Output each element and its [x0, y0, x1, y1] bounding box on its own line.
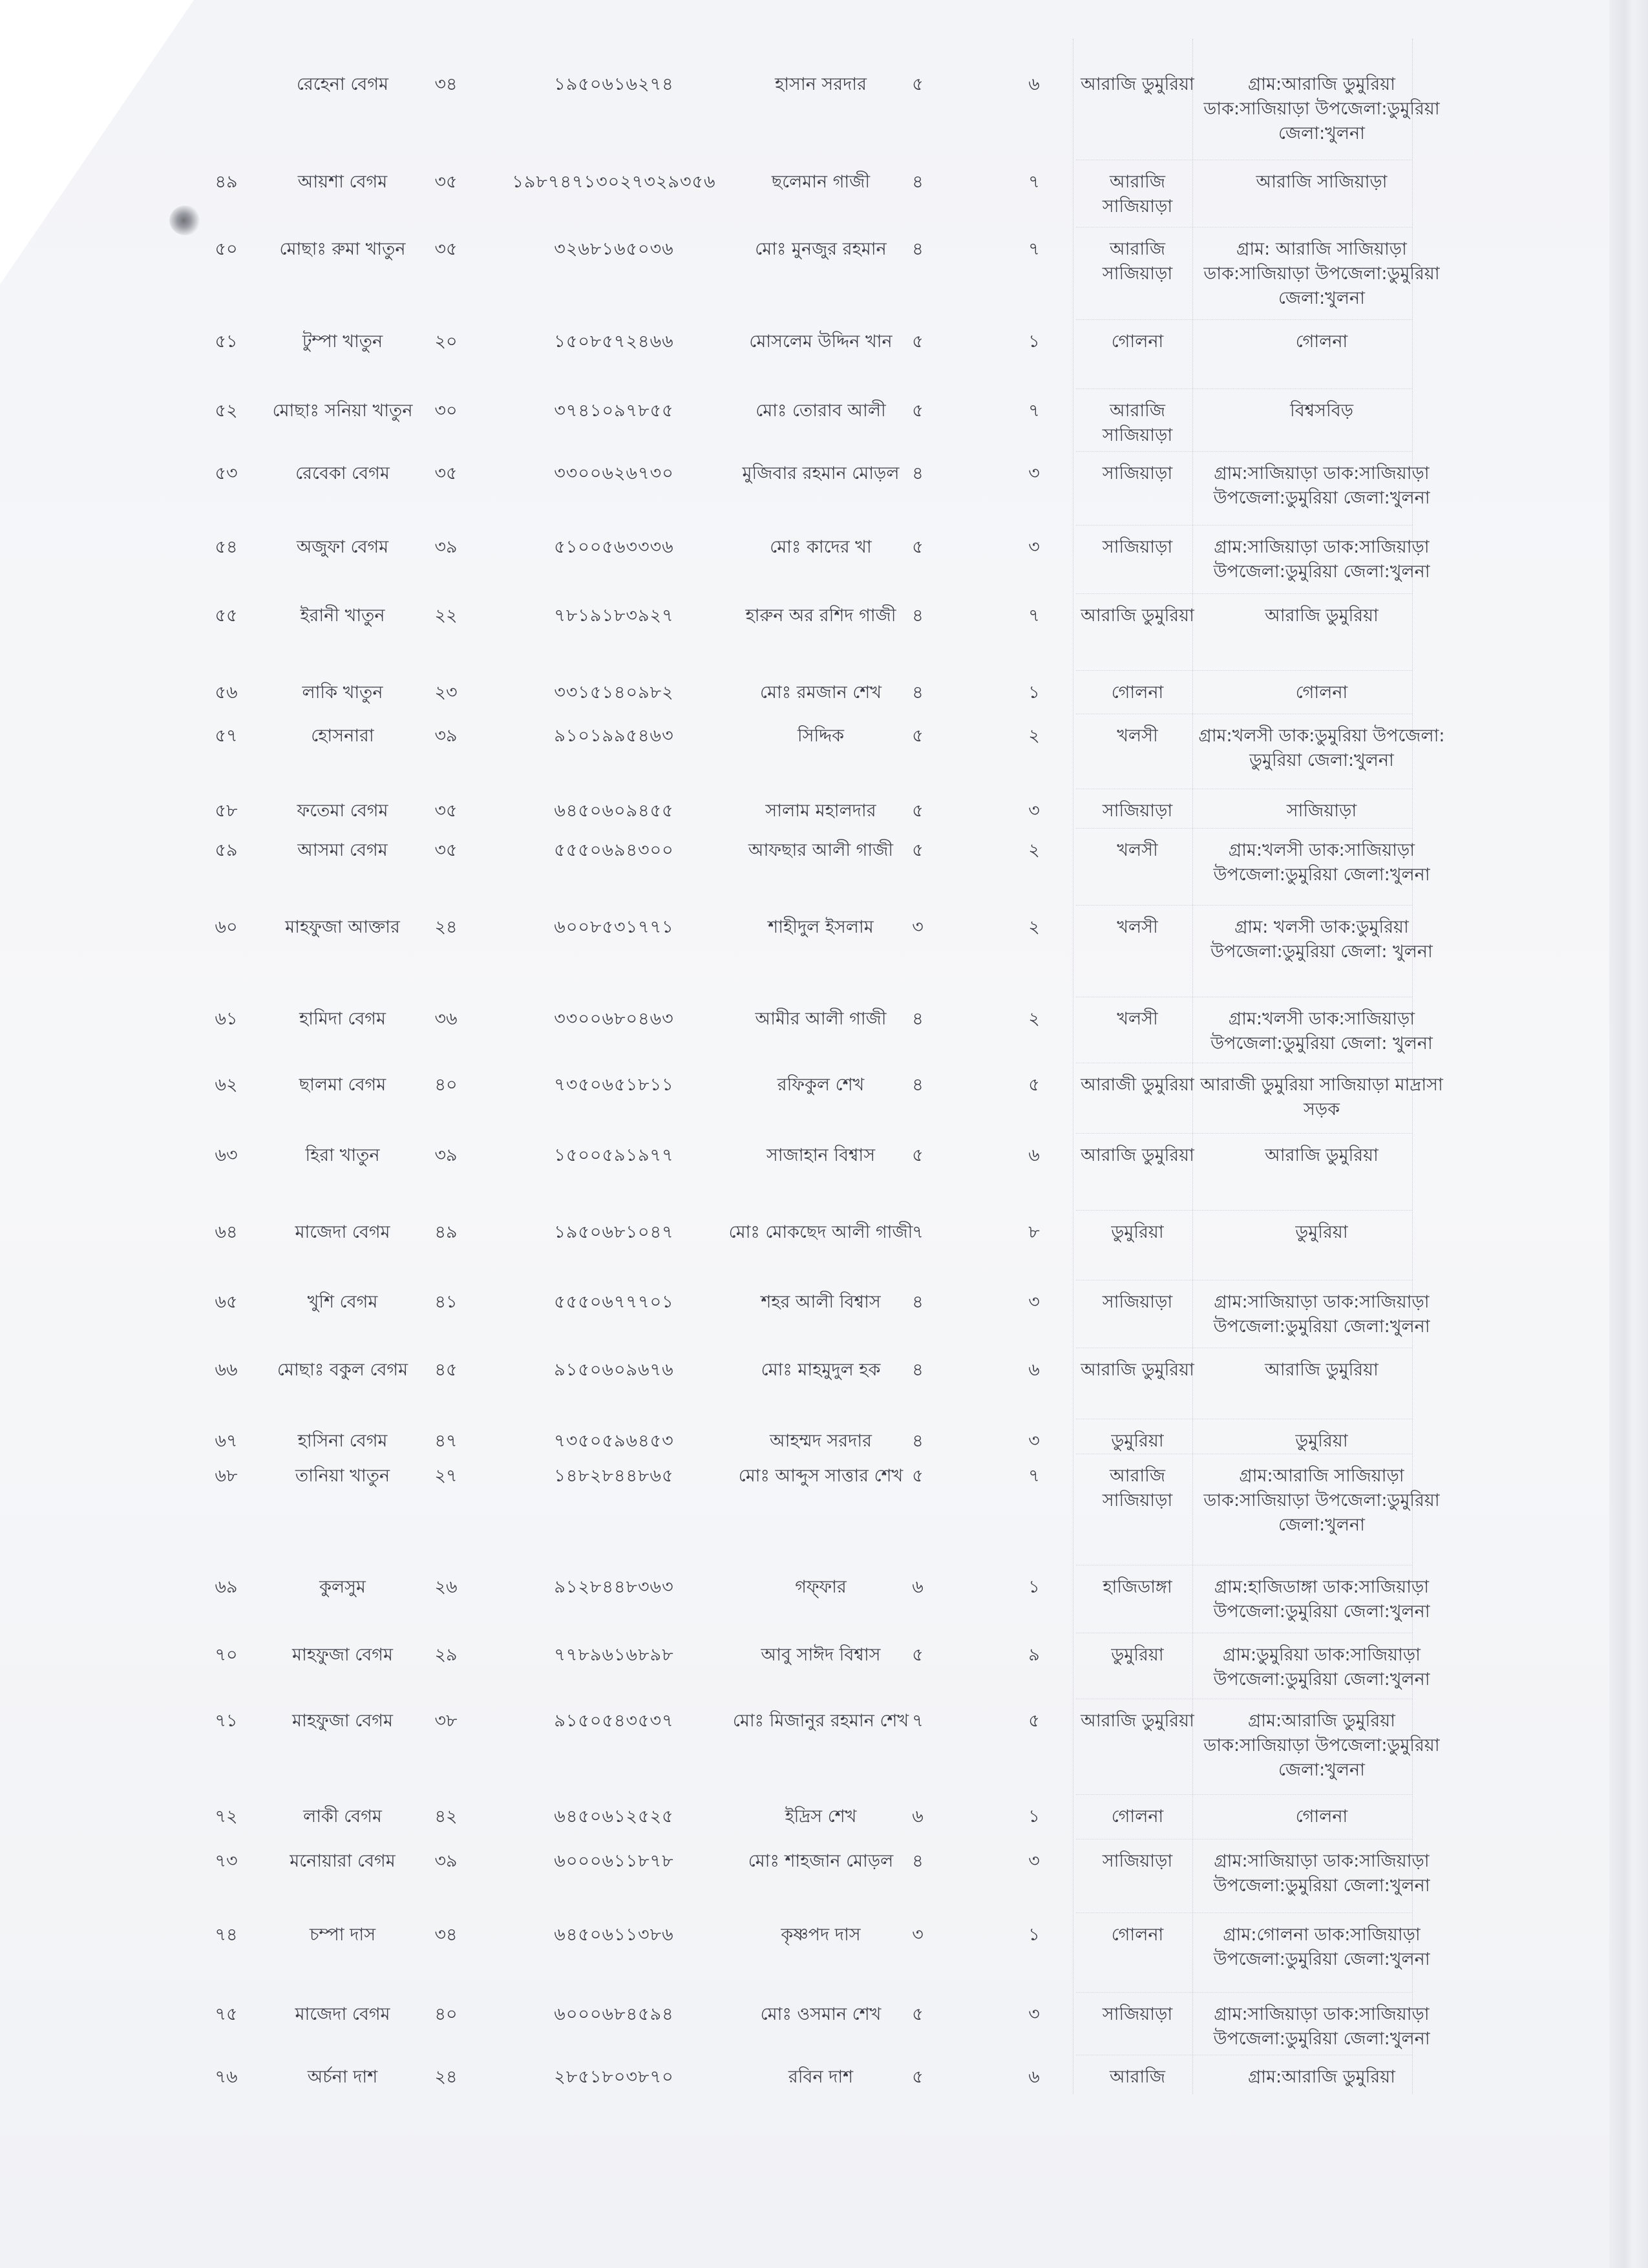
nid-cell: ৯১৫০৫৪৩৫৩৭	[554, 1711, 674, 1731]
village-cell: সাজিয়াড়া	[1102, 801, 1173, 821]
family-members-cell: ৫	[912, 726, 924, 746]
nid-cell: ৬৪৫০৬১১৩৮৬	[554, 1925, 674, 1945]
village-cell: আরাজি	[1109, 2067, 1166, 2087]
village-cell: গোলনা	[1111, 1807, 1164, 1827]
village-cell: খলসী	[1117, 840, 1158, 860]
age-cell: ৩০	[434, 401, 458, 421]
village-cell: আরাজি সাজিয়াড়া	[1102, 172, 1173, 217]
ward-cell: ১	[1028, 1577, 1040, 1597]
serial-number-cell: ৫৪	[215, 537, 238, 557]
family-members-cell: ৪	[912, 1360, 924, 1380]
page-stack-edge	[1609, 0, 1648, 2268]
serial-number-cell: ৭৪	[215, 1925, 238, 1945]
husband-name-cell: শহর আলী বিশ্বাস	[761, 1292, 881, 1312]
ward-cell: ৩	[1028, 463, 1040, 483]
nid-cell: ৬০০৮৫৩১৭৭১	[554, 917, 674, 937]
family-members-cell: ৫	[912, 537, 924, 557]
nid-cell: ১৫০০৫৯১৯৭৭	[554, 1145, 674, 1165]
name-cell: মাহফুজা বেগম	[292, 1645, 393, 1665]
ward-cell: ২	[1028, 917, 1040, 937]
grid-line-horizontal	[1076, 828, 1412, 829]
nid-cell: ১৫০৮৫৭২৪৬৬	[554, 332, 674, 352]
name-cell: আসমা বেগম	[297, 840, 388, 860]
table-row	[0, 1923, 1590, 1969]
village-cell: গোলনা	[1111, 1925, 1164, 1945]
family-members-cell: ৪	[912, 1851, 924, 1871]
name-cell: হাসিনা বেগম	[297, 1431, 388, 1451]
age-cell: ২৬	[434, 1577, 458, 1597]
husband-name-cell: রবিন দাশ	[788, 2067, 854, 2087]
ward-cell: ৬	[1028, 2067, 1040, 2087]
nid-cell: ৩৩০০৬২৬৭৩০	[554, 463, 674, 483]
family-members-cell: ৪	[912, 463, 924, 483]
table-row	[0, 724, 1590, 770]
village-cell: সাজিয়াড়া	[1102, 1851, 1173, 1871]
husband-name-cell: হাসান সরদার	[775, 74, 867, 94]
nid-cell: ৫৫৫০৬৭৭৭০১	[554, 1292, 674, 1312]
grid-line-horizontal	[1076, 1210, 1412, 1211]
address-cell: আরাজি সাজিয়াড়া	[1256, 172, 1388, 192]
grid-line-horizontal	[1076, 227, 1412, 228]
village-cell: আরাজি ডুমুরিয়া	[1081, 1360, 1194, 1380]
husband-name-cell: আমীর আলী গাজী	[755, 1009, 887, 1029]
grid-line-horizontal	[1076, 319, 1412, 320]
name-cell: মোছাঃ সনিয়া খাতুন	[272, 401, 413, 421]
age-cell: ৪০	[434, 1075, 458, 1095]
address-cell: গ্রাম:আরাজি ডুমুরিয়া	[1248, 2067, 1395, 2087]
nid-cell: ৬০০০৬১১৮৭৮	[554, 1851, 674, 1871]
serial-number-cell: ৬৭	[215, 1431, 238, 1451]
serial-number-cell: ৭৩	[215, 1851, 238, 1871]
age-cell: ৩৫	[434, 840, 458, 860]
husband-name-cell: আফছার আলী গাজী	[748, 840, 894, 860]
ward-cell: ১	[1028, 1807, 1040, 1827]
address-cell: গ্রাম:সাজিয়াড়া ডাক:সাজিয়াড়া উপজেলা:ডুমুরিয়া জেলা:খুলনা	[1213, 537, 1430, 582]
age-cell: ৩৪	[434, 1925, 458, 1945]
serial-number-cell: ৭৬	[215, 2067, 238, 2087]
nid-cell: ৬৪৫০৬১২৫২৫	[554, 1807, 674, 1827]
ward-cell: ৭	[1028, 606, 1040, 626]
family-members-cell: ৫	[912, 1145, 924, 1165]
nid-cell: ৭৭৮৯৬১৬৮৯৮	[554, 1645, 674, 1665]
age-cell: ২৩	[434, 683, 458, 703]
nid-cell: ৩৭৪১০৯৭৮৫৫	[554, 401, 674, 421]
table-row	[0, 1073, 1590, 1119]
ward-cell: ৩	[1028, 1851, 1040, 1871]
name-cell: খুশি বেগম	[307, 1292, 378, 1312]
age-cell: ৩৮	[434, 1711, 458, 1731]
serial-number-cell: ৫৫	[215, 606, 238, 626]
nid-cell: ১৪৮২৮৪৪৮৬৫	[554, 1466, 674, 1486]
name-cell: মনোয়ারা বেগম	[290, 1851, 396, 1871]
name-cell: কুলসুম	[319, 1577, 366, 1597]
grid-line-horizontal	[1076, 593, 1412, 594]
husband-name-cell: রফিকুল শেখ	[777, 1075, 865, 1095]
family-members-cell: ৫	[912, 1466, 924, 1486]
nid-cell: ৯১৫০৬০৯৬৭৬	[554, 1360, 674, 1380]
age-cell: ৩৯	[434, 537, 458, 557]
nid-cell: ৩২৬৮১৬৫০৩৬	[554, 239, 674, 259]
serial-number-cell: ৬৩	[215, 1145, 238, 1165]
address-cell: বিশ্বসবিড়	[1289, 401, 1354, 421]
ward-cell: ৩	[1028, 537, 1040, 557]
village-cell: হাজিডাঙ্গা	[1103, 1577, 1172, 1597]
family-members-cell: ৫	[912, 332, 924, 352]
village-cell: আরাজী ডুমুরিয়া	[1081, 1075, 1194, 1095]
name-cell: হামিদা বেগম	[299, 1009, 386, 1029]
nid-cell: ৬৪৫০৬০৯৪৫৫	[554, 801, 674, 821]
nid-cell: ১৯৮৭৪৭১৩০২৭৩২৯৩৫৬	[512, 172, 716, 192]
ward-cell: ৯	[1028, 1645, 1040, 1665]
age-cell: ২৪	[434, 917, 458, 937]
grid-line-horizontal	[1076, 670, 1412, 671]
family-members-cell: ৩	[912, 917, 924, 937]
name-cell: রেবেকা বেগম	[295, 463, 390, 483]
age-cell: ২০	[434, 332, 458, 352]
table-row	[0, 237, 1590, 308]
village-cell: খলসী	[1117, 917, 1158, 937]
husband-name-cell: কৃষ্ণপদ দাস	[781, 1925, 861, 1945]
name-cell: মাহফুজা বেগম	[292, 1711, 393, 1731]
family-members-cell: ৫	[912, 840, 924, 860]
age-cell: ২৯	[434, 1645, 458, 1665]
table-row	[0, 799, 1590, 821]
serial-number-cell: ৫০	[215, 239, 238, 259]
table-row	[0, 170, 1590, 217]
age-cell: ৩৫	[434, 172, 458, 192]
serial-number-cell: ৬০	[215, 917, 238, 937]
husband-name-cell: মোঃ কাদের খা	[770, 537, 872, 557]
age-cell: ৪৫	[434, 1360, 458, 1380]
ward-cell: ৭	[1028, 239, 1040, 259]
husband-name-cell: আহম্মদ সরদার	[769, 1431, 872, 1451]
village-cell: ডুমুরিয়া	[1111, 1222, 1164, 1242]
name-cell: হোসনারা	[311, 726, 374, 746]
age-cell: ২৪	[434, 2067, 458, 2087]
nid-cell: ৩৩০০৬৮০৪৬৩	[554, 1009, 674, 1029]
age-cell: ৩৯	[434, 1145, 458, 1165]
address-cell: ডুমুরিয়া	[1295, 1222, 1348, 1242]
husband-name-cell: মোসলেম উদ্দিন খান	[749, 332, 893, 352]
husband-name-cell: সালাম মহালদার	[765, 801, 876, 821]
address-cell: গোলনা	[1295, 683, 1348, 703]
serial-number-cell: ৫৮	[215, 801, 238, 821]
serial-number-cell: ৬৪	[215, 1222, 238, 1242]
name-cell: টুম্পা খাতুন	[302, 332, 383, 352]
age-cell: ৩৫	[434, 801, 458, 821]
address-cell: আরাজি ডুমুরিয়া	[1265, 1145, 1379, 1165]
name-cell: আয়শা বেগম	[297, 172, 388, 192]
name-cell: ছালমা বেগম	[299, 1075, 386, 1095]
age-cell: ৩৫	[434, 463, 458, 483]
name-cell: মোছাঃ রুমা খাতুন	[279, 239, 406, 259]
table-row	[0, 838, 1590, 885]
table-row	[0, 461, 1590, 508]
age-cell: ৩৫	[434, 239, 458, 259]
name-cell: অজুফা বেগম	[296, 537, 389, 557]
serial-number-cell: ৭৫	[215, 2004, 238, 2024]
husband-name-cell: মোঃ শাহজান মোড়ল	[748, 1851, 894, 1871]
age-cell: ৪৯	[434, 1222, 458, 1242]
ward-cell: ১	[1028, 332, 1040, 352]
ward-cell: ৭	[1028, 172, 1040, 192]
address-cell: গোলনা	[1295, 332, 1348, 352]
ward-cell: ৩	[1028, 801, 1040, 821]
address-cell: গ্রাম:সাজিয়াড়া ডাক:সাজিয়াড়া উপজেলা:ডুমুরিয়া জেলা:খুলনা	[1213, 1292, 1430, 1337]
village-cell: সাজিয়াড়া	[1102, 537, 1173, 557]
name-cell: লাকি খাতুন	[302, 683, 383, 703]
serial-number-cell: ৫১	[215, 332, 238, 352]
husband-name-cell: মোঃ রমজান শেখ	[760, 683, 882, 703]
name-cell: তানিয়া খাতুন	[295, 1466, 390, 1486]
table-row	[0, 1007, 1590, 1054]
serial-number-cell: ৬৫	[215, 1292, 238, 1312]
address-cell: গ্রাম:সাজিয়াড়া ডাক:সাজিয়াড়া উপজেলা:ডুমুরিয়া জেলা:খুলনা	[1213, 2004, 1430, 2049]
table-row	[0, 1429, 1590, 1451]
husband-name-cell: হারুন অর রশিদ গাজী	[745, 606, 896, 626]
address-cell: গ্রাম:আরাজি ডুমুরিয়া ডাক:সাজিয়াড়া উপজেলা:ডুমুরিয়া জেলা:খুলনা	[1203, 74, 1440, 143]
family-members-cell: ৪	[912, 1292, 924, 1312]
ward-cell: ১	[1028, 1925, 1040, 1945]
name-cell: রেহেনা বেগম	[296, 74, 389, 94]
folded-corner	[0, 0, 194, 284]
nid-cell: ৩৩১৫১৪০৯৮২	[554, 683, 674, 703]
address-cell: গ্রাম: খলসী ডাক:ডুমুরিয়া উপজেলা:ডুমুরিয়া জেলা: খুলনা	[1210, 917, 1433, 962]
husband-name-cell: মুজিবার রহমান মোড়ল	[742, 463, 900, 483]
ward-cell: ৭	[1028, 1466, 1040, 1486]
serial-number-cell: ৭২	[215, 1807, 238, 1827]
serial-number-cell: ৫৯	[215, 840, 238, 860]
age-cell: ২২	[434, 606, 458, 626]
address-cell: গ্রাম:সাজিয়াড়া ডাক:সাজিয়াড়া উপজেলা:ডুমুরিয়া জেলা:খুলনা	[1213, 1851, 1430, 1896]
family-members-cell: ৪	[912, 172, 924, 192]
table-row	[0, 1575, 1590, 1622]
nid-cell: ২৮৫১৮০৩৮৭০	[554, 2067, 674, 2087]
serial-number-cell: ৬৬	[215, 1360, 238, 1380]
husband-name-cell: সাজাহান বিশ্বাস	[766, 1145, 876, 1165]
serial-number-cell: ৬৯	[215, 1577, 238, 1597]
husband-name-cell: ইদ্রিস শেখ	[785, 1807, 857, 1827]
address-cell: আরাজি ডুমুরিয়া	[1265, 606, 1379, 626]
ward-cell: ৬	[1028, 1145, 1040, 1165]
village-cell: সাজিয়াড়া	[1102, 463, 1173, 483]
serial-number-cell: ৬৮	[215, 1466, 238, 1486]
table-row	[0, 1709, 1590, 1780]
table-row	[0, 915, 1590, 962]
husband-name-cell: আবু সাঈদ বিশ্বাস	[761, 1645, 881, 1665]
serial-number-cell: ৭০	[215, 1645, 238, 1665]
family-members-cell: ৭	[912, 1711, 924, 1731]
nid-cell: ১৯৫০৬৮১০৪৭	[554, 1222, 674, 1242]
grid-line-horizontal	[1076, 451, 1412, 452]
nid-cell: ৫৫৫০৬৯৪৩০০	[554, 840, 674, 860]
grid-line-horizontal	[1076, 1133, 1412, 1134]
serial-number-cell: ৬১	[215, 1009, 238, 1029]
nid-cell: ১৯৫০৬১৬২৭৪	[554, 74, 674, 94]
name-cell: ইরানী খাতুন	[300, 606, 385, 626]
ward-cell: ১	[1028, 683, 1040, 703]
family-members-cell: ৪	[912, 683, 924, 703]
age-cell: ৪৭	[434, 1431, 458, 1451]
family-members-cell: ৬	[912, 1577, 924, 1597]
table-row	[0, 1290, 1590, 1337]
name-cell: মোছাঃ বকুল বেগম	[277, 1360, 408, 1380]
village-cell: আরাজি সাজিয়াড়া	[1102, 1466, 1173, 1510]
family-members-cell: ৫	[912, 1645, 924, 1665]
address-cell: আরাজী ডুমুরিয়া সাজিয়াড়া মাদ্রাসা সড়ক	[1200, 1075, 1443, 1119]
nid-cell: ৯১০১৯৯৫৪৬৩	[554, 726, 674, 746]
ink-smudge	[169, 206, 202, 235]
grid-line-horizontal	[1076, 1992, 1412, 1993]
family-members-cell: ৪	[912, 239, 924, 259]
address-cell: গ্রাম:আরাজি সাজিয়াড়া ডাক:সাজিয়াড়া উপজেলা:ডুমুরিয়া জেলা:খুলনা	[1203, 1466, 1440, 1535]
nid-cell: ৬০০০৬৮৪৫৯৪	[554, 2004, 674, 2024]
address-cell: সাজিয়াড়া	[1286, 801, 1357, 821]
nid-cell: ৭৮১৯১৮৩৯২৭	[554, 606, 674, 626]
age-cell: ৪২	[434, 1807, 458, 1827]
ward-cell: ৬	[1028, 74, 1040, 94]
village-cell: ডুমুরিয়া	[1111, 1431, 1164, 1451]
address-cell: গ্রাম: আরাজি সাজিয়াড়া ডাক:সাজিয়াড়া উপজেলা:ডুমুরিয়া জেলা:খুলনা	[1203, 239, 1440, 308]
village-cell: সাজিয়াড়া	[1102, 1292, 1173, 1312]
table-row	[0, 1220, 1590, 1242]
serial-number-cell: ৭১	[215, 1711, 238, 1731]
address-cell: গ্রাম:খলসী ডাক:সাজিয়াড়া উপজেলা:ডুমুরিয়া জেলা:খুলনা	[1213, 840, 1430, 885]
address-cell: গ্রাম:খলসী ডাক:সাজিয়াড়া উপজেলা:ডুমুরিয়া জেলা: খুলনা	[1210, 1009, 1433, 1054]
grid-line-horizontal	[1076, 905, 1412, 906]
table-row	[0, 1143, 1590, 1165]
name-cell: মাহফুজা আক্তার	[285, 917, 400, 937]
ward-cell: ৬	[1028, 1360, 1040, 1380]
husband-name-cell: শাহীদুল ইসলাম	[768, 917, 874, 937]
husband-name-cell: সিদ্দিক	[797, 726, 845, 746]
age-cell: ২৭	[434, 1466, 458, 1486]
family-members-cell: ৬	[912, 1807, 924, 1827]
name-cell: অর্চনা দাশ	[307, 2067, 378, 2087]
age-cell: ৩৪	[434, 74, 458, 94]
ward-cell: ২	[1028, 1009, 1040, 1029]
family-members-cell: ৪	[912, 1075, 924, 1095]
family-members-cell: ৪	[912, 606, 924, 626]
ward-cell: ৫	[1028, 1075, 1040, 1095]
name-cell: মাজেদা বেগম	[295, 2004, 390, 2024]
nid-cell: ৫১০০৫৬৩৩৩৬	[554, 537, 674, 557]
nid-cell: ৯১২৮৪৪৮৩৬৩	[554, 1577, 674, 1597]
table-row	[0, 1464, 1590, 1535]
serial-number-cell: ৪৯	[215, 172, 238, 192]
village-cell: গোলনা	[1111, 332, 1164, 352]
name-cell: মাজেদা বেগম	[295, 1222, 390, 1242]
table-row	[0, 2002, 1590, 2049]
village-cell: আরাজি ডুমুরিয়া	[1081, 606, 1194, 626]
address-cell: গ্রাম:গোলনা ডাক:সাজিয়াড়া উপজেলা:ডুমুরিয়া জেলা:খুলনা	[1213, 1925, 1430, 1969]
ward-cell: ২	[1028, 840, 1040, 860]
grid-line-horizontal	[1076, 388, 1412, 389]
table-row	[0, 1849, 1590, 1896]
table-row	[0, 2065, 1590, 2087]
address-cell: গ্রাম:হাজিডাঙ্গা ডাক:সাজিয়াড়া উপজেলা:ডুমুরিয়া জেলা:খুলনা	[1213, 1577, 1430, 1622]
ward-cell: ২	[1028, 726, 1040, 746]
address-cell: গ্রাম:আরাজি ডুমুরিয়া ডাক:সাজিয়াড়া উপজেলা:ডুমুরিয়া জেলা:খুলনা	[1203, 1711, 1440, 1780]
ward-cell: ৩	[1028, 2004, 1040, 2024]
address-cell: গ্রাম:খলসী ডাক:ডুমুরিয়া উপজেলা: ডুমুরিয়া জেলা:খুলনা	[1198, 726, 1445, 770]
village-cell: আরাজি ডুমুরিয়া	[1081, 74, 1194, 94]
serial-number-cell: ৬২	[215, 1075, 238, 1095]
husband-name-cell: গফ্ফার	[795, 1577, 847, 1597]
age-cell: ৩৯	[434, 726, 458, 746]
age-cell: ৪০	[434, 2004, 458, 2024]
ward-cell: ৩	[1028, 1431, 1040, 1451]
village-cell: ডুমুরিয়া	[1111, 1645, 1164, 1665]
village-cell: খলসী	[1117, 726, 1158, 746]
table-row	[0, 535, 1590, 582]
nid-cell: ৭৩৫০৬৫১৮১১	[554, 1075, 674, 1095]
address-cell: ডুমুরিয়া	[1295, 1431, 1348, 1451]
husband-name-cell: মোঃ মাহমুদুল হক	[761, 1360, 881, 1380]
family-members-cell: ৫	[912, 401, 924, 421]
family-members-cell: ৭	[912, 1222, 924, 1242]
address-cell: গ্রাম:ডুমুরিয়া ডাক:সাজিয়াড়া উপজেলা:ডুমুরিয়া জেলা:খুলনা	[1213, 1645, 1430, 1690]
ward-cell: ৭	[1028, 401, 1040, 421]
husband-name-cell: মোঃ মিজানুর রহমান শেখ	[732, 1711, 909, 1731]
address-cell: আরাজি ডুমুরিয়া	[1265, 1360, 1379, 1380]
family-members-cell: ৪	[912, 1431, 924, 1451]
table-row	[0, 72, 1590, 143]
name-cell: ফতেমা বেগম	[297, 801, 388, 821]
husband-name-cell: ছলেমান গাজী	[771, 172, 871, 192]
village-cell: গোলনা	[1111, 683, 1164, 703]
family-members-cell: ৩	[912, 1925, 924, 1945]
ward-cell: ৩	[1028, 1292, 1040, 1312]
husband-name-cell: মোঃ মুনজুর রহমান	[755, 239, 887, 259]
name-cell: হিরা খাতুন	[305, 1145, 380, 1165]
village-cell: আরাজি ডুমুরিয়া	[1081, 1711, 1194, 1731]
name-cell: চম্পা দাস	[309, 1925, 376, 1945]
grid-line-horizontal	[1076, 1794, 1412, 1795]
family-members-cell: ৫	[912, 801, 924, 821]
name-cell: লাকী বেগম	[303, 1807, 382, 1827]
address-cell: গোলনা	[1295, 1807, 1348, 1827]
ward-cell: ৮	[1028, 1222, 1040, 1242]
table-row	[0, 1358, 1590, 1380]
age-cell: ৩৬	[434, 1009, 458, 1029]
serial-number-cell: ৫৬	[215, 683, 238, 703]
husband-name-cell: মোঃ ওসমান শেখ	[760, 2004, 882, 2024]
age-cell: ৩৯	[434, 1851, 458, 1871]
family-members-cell: ৫	[912, 2004, 924, 2024]
village-cell: আরাজি সাজিয়াড়া	[1102, 401, 1173, 445]
ward-cell: ৫	[1028, 1711, 1040, 1731]
serial-number-cell: ৫৩	[215, 463, 238, 483]
husband-name-cell: মোঃ তোরাব আলী	[755, 401, 886, 421]
village-cell: খলসী	[1117, 1009, 1158, 1029]
age-cell: ৪১	[434, 1292, 458, 1312]
husband-name-cell: মোঃ আব্দুস সাত্তার শেখ	[738, 1466, 903, 1486]
family-members-cell: ৫	[912, 74, 924, 94]
village-cell: আরাজি সাজিয়াড়া	[1102, 239, 1173, 284]
family-members-cell: ৫	[912, 2067, 924, 2087]
family-members-cell: ৪	[912, 1009, 924, 1029]
table-row	[0, 1643, 1590, 1690]
nid-cell: ৭৩৫০৫৯৬৪৫৩	[554, 1431, 674, 1451]
serial-number-cell: ৫৭	[215, 726, 238, 746]
husband-name-cell: মোঃ মোকছেদ আলী গাজী	[728, 1222, 913, 1242]
address-cell: গ্রাম:সাজিয়াড়া ডাক:সাজিয়াড়া উপজেলা:ডুমুরিয়া জেলা:খুলনা	[1213, 463, 1430, 508]
serial-number-cell: ৫২	[215, 401, 238, 421]
village-cell: আরাজি ডুমুরিয়া	[1081, 1145, 1194, 1165]
village-cell: সাজিয়াড়া	[1102, 2004, 1173, 2024]
